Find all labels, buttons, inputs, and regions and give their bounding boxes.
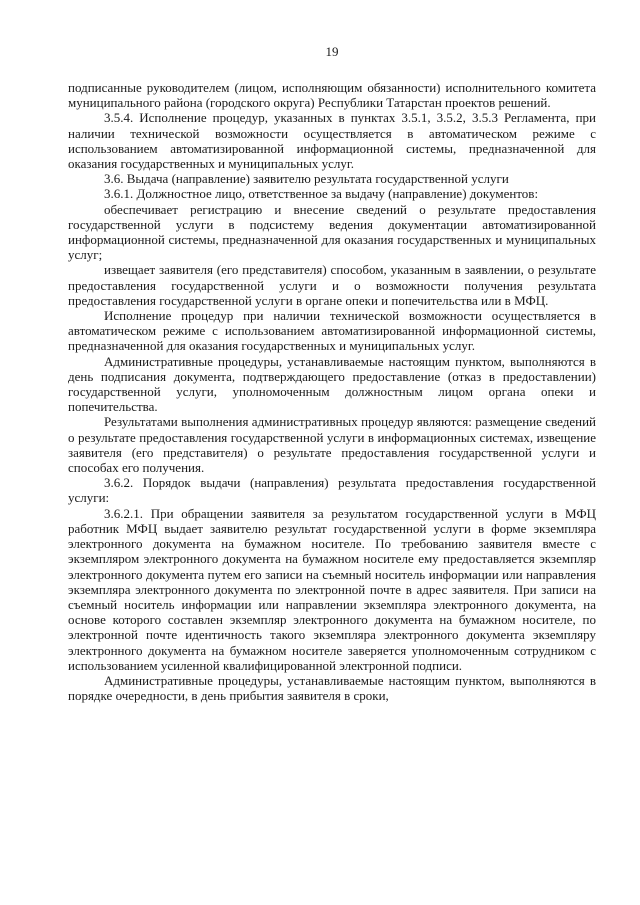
paragraph-continuation: подписанные руководителем (лицом, исполняющим обязанности) исполнительного комитета муниципального района (городского округа) Республики Татарстан проектов решений. <box>68 80 596 111</box>
paragraph-admin-procedures-order: Административные процедуры, устанавливаемые настоящим пунктом, выполняются в порядке очередности, в день прибытия заявителя в сроки, <box>68 672 596 704</box>
paragraph-registration: обеспечивает регистрацию и внесение сведений о результате предоставления государственной услуги в подсистему ведения документации автоматизированной информационной системы, предназначенной для оказания государственных и муниципальных услуг; <box>68 201 596 263</box>
paragraph-admin-procedures-deadline: Административные процедуры, устанавливаемые настоящим пунктом, выполняются в день подписания документа, подтверждающего предоставление (отказ в предоставлении) государственной услуги, уполномоченным должностным лицом органа опеки и попечительства. <box>68 353 596 415</box>
paragraph-3-6-2-1: 3.6.2.1. При обращении заявителя за результатом государственной услуги в МФЦ работник МФЦ выдает заявителю результат государственной услуги в форме экземпляра электронного документа на бумажном носителе. По требованию заявителя вместе с экземпляром электронного документа на бумажном носителе ему предоставляется экземпляр электронного документа путем его записи на съемный носитель информации или направления экземпляра электронного документа по электронной почте в адрес заявителя. При записи на съемный носитель информации или направлении экземпляра электронного документа, на основе которого составлен экземпляр электронного документа на бумажном носителе, по электронной почте идентичность такого экземпляра электронного документа экземпляру электронного документа на бумажном носителе заверяется уполномоченным сотрудником с использованием усиленной квалифицированной электронной подписи. <box>68 505 596 673</box>
paragraph-3-6-2: 3.6.2. Порядок выдачи (направления) результата предоставления государственной услуги: <box>68 475 596 506</box>
paragraph-results: Результатами выполнения административных процедур являются: размещение сведений о результате предоставления государственной услуги в информационных системах, извещение заявителя (его представителя) о результате предоставления государственной услуги и способах его получения. <box>68 414 596 476</box>
paragraph-3-6-1: 3.6.1. Должностное лицо, ответственное за выдачу (направление) документов: <box>104 186 539 202</box>
page-number: 19 <box>325 44 339 59</box>
section-heading-3-6: 3.6. Выдача (направление) заявителю результата государственной услуги <box>104 171 509 187</box>
paragraph-notification: извещает заявителя (его представителя) способом, указанным в заявлении, о результате предоставления государственной услуги и о возможности получения результата предоставления государственной услуги в органе опеки и попечительства или в МФЦ. <box>68 262 596 308</box>
paragraph-3-5-4: 3.5.4. Исполнение процедур, указанных в пунктах 3.5.1, 3.5.2, 3.5.3 Регламента, при наличии технической возможности осуществляется в автоматическом режиме с использованием автоматизированной информационной системы, предназначенной для оказания государственных и муниципальных услуг. <box>68 110 596 172</box>
paragraph-automatic-mode: Исполнение процедур при наличии технической возможности осуществляется в автоматическом режиме с использованием автоматизированной информационной системы, предназначенной для оказания государственных и муниципальных услуг. <box>68 308 596 354</box>
